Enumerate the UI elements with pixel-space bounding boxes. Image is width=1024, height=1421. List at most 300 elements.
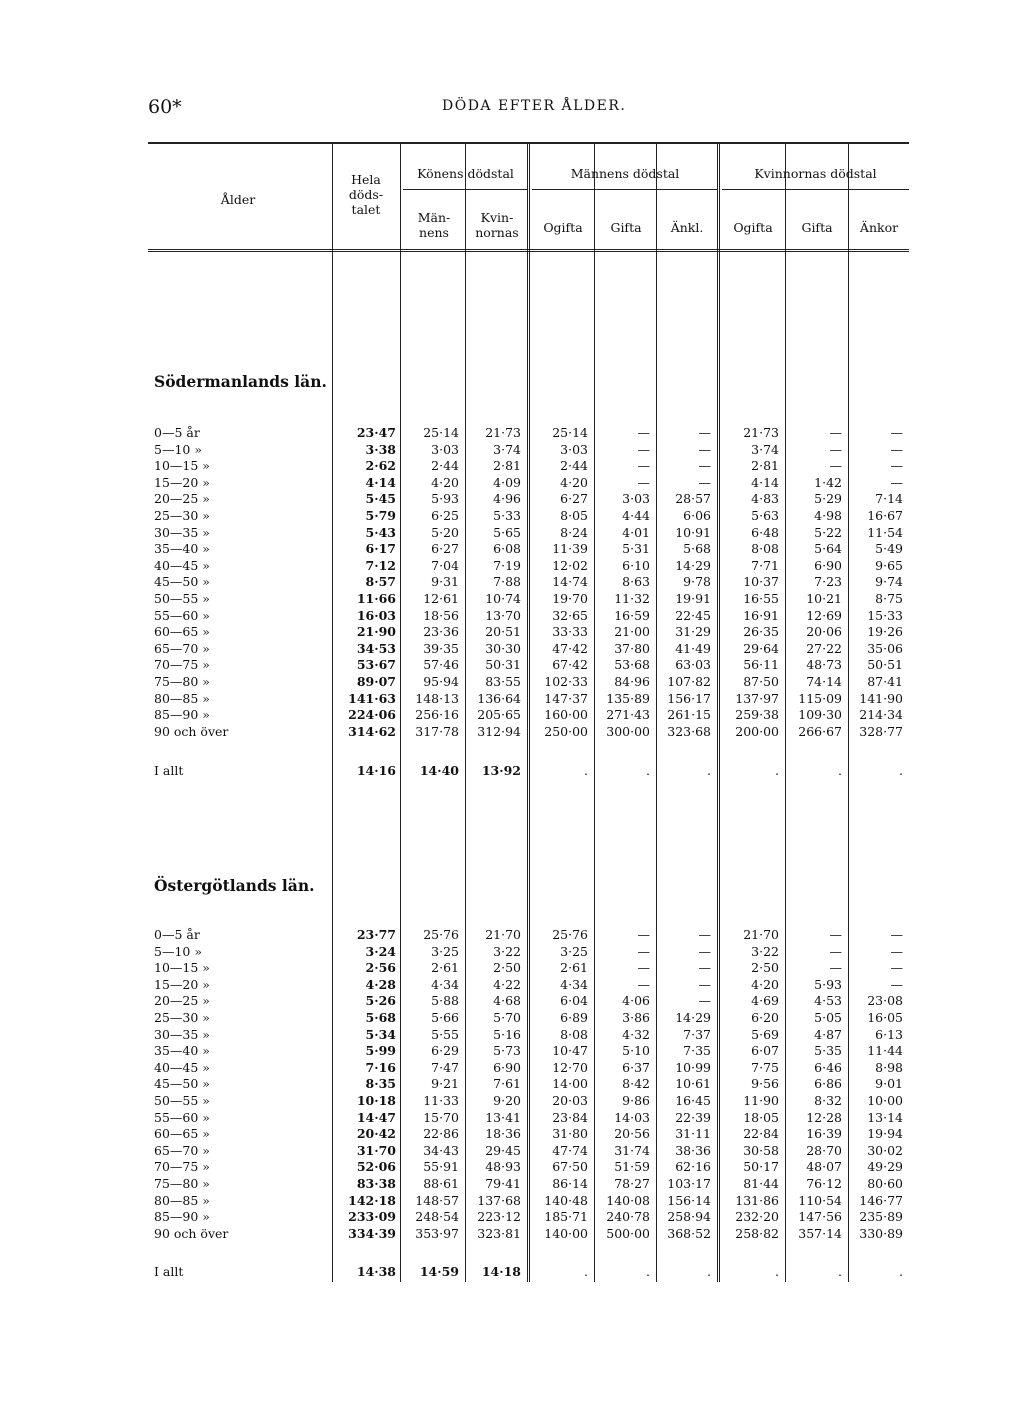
table-cell: — xyxy=(890,441,903,457)
table-cell: 14·03 xyxy=(614,1109,650,1125)
table-cell: . xyxy=(775,763,779,778)
table-cell: 148·13 xyxy=(415,690,459,706)
table-cell: 31·29 xyxy=(675,624,711,640)
table-cell: 9·56 xyxy=(751,1076,779,1092)
table-cell: 4·87 xyxy=(814,1026,842,1042)
table-cell: 15·70 xyxy=(423,1109,459,1125)
table-cell: 7·19 xyxy=(493,557,521,573)
table-row xyxy=(148,673,909,690)
table-cell: 5·64 xyxy=(814,541,842,557)
group-rule-mannens xyxy=(532,189,718,190)
table-cell: 5·45 xyxy=(365,491,396,507)
table-row xyxy=(148,1175,909,1192)
table-cell: — xyxy=(829,943,842,959)
age-label: 60—65 » xyxy=(154,624,210,640)
table-cell: 5·31 xyxy=(622,541,650,557)
table-cell: 6·06 xyxy=(683,508,711,523)
table-cell: 9·31 xyxy=(431,574,459,590)
table-cell: 29·45 xyxy=(485,1142,521,1158)
table-cell: 140·48 xyxy=(544,1192,588,1208)
age-label: 85—90 » xyxy=(154,707,210,723)
table-cell: 4·34 xyxy=(431,976,459,992)
table-cell: 81·44 xyxy=(743,1176,779,1191)
table-row xyxy=(148,557,909,574)
table-cell: 16·05 xyxy=(867,1010,903,1025)
table-row xyxy=(148,1026,909,1043)
table-cell: 5·66 xyxy=(431,1010,459,1025)
table-cell: 1·42 xyxy=(814,474,842,490)
table-cell: 12·02 xyxy=(552,557,588,573)
table-cell: 2·81 xyxy=(751,458,779,474)
table-row xyxy=(148,1109,909,1126)
table-row xyxy=(148,573,909,590)
table-cell: 3·03 xyxy=(622,491,650,507)
table-row xyxy=(148,1208,909,1225)
age-label: 55—60 » xyxy=(154,607,210,623)
table-cell: 2·44 xyxy=(431,458,459,474)
table-cell: 87·50 xyxy=(743,674,779,689)
table-cell: 6·46 xyxy=(814,1059,842,1075)
table-cell: 11·33 xyxy=(423,1093,459,1108)
header-ankor: Änkor xyxy=(859,220,899,235)
table-cell: — xyxy=(637,927,650,942)
age-label: 10—15 » xyxy=(154,960,210,976)
table-cell: 7·16 xyxy=(365,1059,396,1075)
table-cell: 6·48 xyxy=(751,524,779,540)
age-label: 90 och över xyxy=(154,723,229,739)
table-cell: 20·42 xyxy=(356,1126,396,1142)
table-cell: 5·73 xyxy=(493,1043,521,1059)
table-cell: 10·74 xyxy=(485,591,521,606)
table-cell: 5·88 xyxy=(431,993,459,1009)
age-label: 85—90 » xyxy=(154,1209,210,1225)
table-cell: 50·17 xyxy=(743,1159,779,1175)
table-row xyxy=(148,1092,909,1109)
header-konens-group: Könens dödstal xyxy=(417,166,514,181)
header-gifta-m: Gifta xyxy=(610,220,642,235)
table-cell: 2·50 xyxy=(751,960,779,976)
table-cell: 22·39 xyxy=(675,1109,711,1125)
table-cell: 7·04 xyxy=(431,557,459,573)
header-ankl: Änkl. xyxy=(670,220,704,235)
table-row xyxy=(148,656,909,673)
table-cell: — xyxy=(637,441,650,457)
table-cell: 4·14 xyxy=(365,474,396,490)
table-cell: 9·78 xyxy=(683,574,711,590)
table-row xyxy=(148,590,909,607)
table-cell: 29·64 xyxy=(743,640,779,656)
age-label: I allt xyxy=(154,763,184,778)
table-cell: — xyxy=(698,993,711,1009)
table-cell: 48·73 xyxy=(806,657,842,673)
table-cell: 10·61 xyxy=(675,1076,711,1092)
table-cell: 18·05 xyxy=(743,1109,779,1125)
table-cell: 95·94 xyxy=(423,674,459,689)
table-cell: 261·15 xyxy=(667,707,711,723)
table-cell: 7·14 xyxy=(875,491,903,507)
age-label: 5—10 » xyxy=(154,441,202,457)
age-label: 20—25 » xyxy=(154,993,210,1009)
section-title: Södermanlands län. xyxy=(154,372,327,391)
table-cell: 25·14 xyxy=(423,425,459,440)
section-title: Östergötlands län. xyxy=(154,876,315,895)
table-cell: 23·77 xyxy=(356,927,396,942)
table-cell: 147·37 xyxy=(544,690,588,706)
table-cell: 5·63 xyxy=(751,508,779,523)
header-kvinnornas-group: Kvinnornas dödstal xyxy=(754,166,877,181)
table-cell: 30·02 xyxy=(867,1142,903,1158)
table-cell: 8·42 xyxy=(622,1076,650,1092)
table-cell: 5·43 xyxy=(365,524,396,540)
table-cell: 9·65 xyxy=(875,557,903,573)
table-row xyxy=(148,959,909,976)
table-cell: — xyxy=(698,943,711,959)
table-cell: 37·80 xyxy=(614,640,650,656)
table-cell: 353·97 xyxy=(415,1225,459,1241)
table-row xyxy=(148,1042,909,1059)
table-row xyxy=(148,1192,909,1209)
age-label: 50—55 » xyxy=(154,591,210,606)
table-cell: 185·71 xyxy=(544,1209,588,1225)
age-label: 35—40 » xyxy=(154,1043,210,1059)
table-cell: — xyxy=(698,425,711,440)
table-cell: 137·68 xyxy=(477,1192,521,1208)
table-cell: 8·63 xyxy=(622,574,650,590)
table-row xyxy=(148,926,909,943)
table-cell: 7·12 xyxy=(365,557,396,573)
table-cell: 7·71 xyxy=(751,557,779,573)
table-cell: — xyxy=(637,425,650,440)
table-cell: 140·08 xyxy=(606,1192,650,1208)
table-cell: 5·99 xyxy=(365,1043,396,1059)
table-cell: 50·51 xyxy=(867,657,903,673)
group-rule-kvinnornas xyxy=(722,189,909,190)
table-cell: 10·00 xyxy=(867,1093,903,1108)
table-cell: 317·78 xyxy=(415,723,459,739)
table-cell: 13·70 xyxy=(485,607,521,623)
table-cell: 14·16 xyxy=(356,763,396,778)
table-cell: 140·00 xyxy=(544,1225,588,1241)
table-cell: 160·00 xyxy=(544,707,588,723)
table-cell: — xyxy=(890,458,903,474)
table-cell: 11·44 xyxy=(867,1043,903,1059)
total-row xyxy=(148,1263,909,1280)
table-cell: 30·30 xyxy=(485,640,521,656)
table-cell: 4·53 xyxy=(814,993,842,1009)
table-cell: 27·22 xyxy=(806,640,842,656)
table-cell: 5·29 xyxy=(814,491,842,507)
table-cell: . xyxy=(775,1264,779,1279)
table-cell: — xyxy=(637,458,650,474)
table-cell: 314·62 xyxy=(348,723,396,739)
table-cell: 25·76 xyxy=(552,927,588,942)
table-cell: 87·41 xyxy=(867,674,903,689)
table-cell: 63·03 xyxy=(675,657,711,673)
table-cell: 4·83 xyxy=(751,491,779,507)
table-cell: 16·55 xyxy=(743,591,779,606)
table-cell: . xyxy=(584,1264,588,1279)
age-label: 50—55 » xyxy=(154,1093,210,1108)
table-cell: . xyxy=(707,1264,711,1279)
age-label: 10—15 » xyxy=(154,458,210,474)
table-cell: 6·90 xyxy=(493,1059,521,1075)
table-cell: 5·68 xyxy=(365,1010,396,1025)
table-cell: 18·36 xyxy=(485,1126,521,1142)
table-cell: — xyxy=(829,441,842,457)
table-cell: 156·17 xyxy=(667,690,711,706)
table-cell: 357·14 xyxy=(798,1225,842,1241)
table-cell: . xyxy=(838,1264,842,1279)
table-cell: — xyxy=(829,458,842,474)
table-cell: 7·75 xyxy=(751,1059,779,1075)
table-cell: 7·61 xyxy=(493,1076,521,1092)
table-cell: 5·70 xyxy=(493,1010,521,1025)
table-cell: 323·81 xyxy=(477,1225,521,1241)
table-cell: 14·29 xyxy=(675,1010,711,1025)
table-cell: 83·38 xyxy=(356,1176,396,1191)
age-label: 45—50 » xyxy=(154,1076,210,1092)
table-row xyxy=(148,540,909,557)
table-cell: 224·06 xyxy=(348,707,396,723)
table-cell: — xyxy=(637,976,650,992)
table-cell: 7·35 xyxy=(683,1043,711,1059)
table-cell: 39·35 xyxy=(423,640,459,656)
table-cell: 89·07 xyxy=(356,674,396,689)
table-cell: 4·98 xyxy=(814,508,842,523)
table-cell: 5·26 xyxy=(365,993,396,1009)
table-cell: 48·07 xyxy=(806,1159,842,1175)
table-cell: 13·92 xyxy=(481,763,521,778)
age-label: 25—30 » xyxy=(154,1010,210,1025)
table-cell: 88·61 xyxy=(423,1176,459,1191)
age-label: 15—20 » xyxy=(154,474,210,490)
table-cell: 4·28 xyxy=(365,976,396,992)
table-cell: 7·47 xyxy=(431,1059,459,1075)
table-cell: 5·69 xyxy=(751,1026,779,1042)
table-cell: 4·20 xyxy=(751,976,779,992)
table-cell: 6·27 xyxy=(431,541,459,557)
table-cell: 28·70 xyxy=(806,1142,842,1158)
table-cell: 10·18 xyxy=(356,1093,396,1108)
table-cell: 109·30 xyxy=(798,707,842,723)
table-cell: 4·96 xyxy=(493,491,521,507)
table-cell: . xyxy=(899,763,903,778)
age-label: 0—5 år xyxy=(154,425,200,440)
age-label: 65—70 » xyxy=(154,640,210,656)
table-cell: 8·08 xyxy=(751,541,779,557)
age-label: 80—85 » xyxy=(154,1192,210,1208)
table-cell: 4·20 xyxy=(431,474,459,490)
table-cell: 223·12 xyxy=(477,1209,521,1225)
table-cell: 56·11 xyxy=(743,657,779,673)
table-cell: 3·74 xyxy=(493,441,521,457)
header-mannens: Män- nens xyxy=(417,210,451,240)
table-cell: . xyxy=(646,763,650,778)
table-cell: 6·37 xyxy=(622,1059,650,1075)
table-cell: 3·86 xyxy=(622,1010,650,1025)
table-row xyxy=(148,1158,909,1175)
table-row xyxy=(148,992,909,1009)
table-row xyxy=(148,976,909,993)
table-cell: 35·06 xyxy=(867,640,903,656)
table-cell: 214·34 xyxy=(859,707,903,723)
table-cell: 55·91 xyxy=(423,1159,459,1175)
table-cell: — xyxy=(698,458,711,474)
table-cell: 25·76 xyxy=(423,927,459,942)
table-cell: 10·21 xyxy=(806,591,842,606)
running-head: DÖDA EFTER ÅLDER. xyxy=(442,98,627,114)
age-label: 5—10 » xyxy=(154,943,202,959)
table-cell: 21·00 xyxy=(614,624,650,640)
table-cell: 4·14 xyxy=(751,474,779,490)
table-cell: 500·00 xyxy=(606,1225,650,1241)
table-cell: 5·22 xyxy=(814,524,842,540)
table-cell: 3·25 xyxy=(560,943,588,959)
table-cell: 41·49 xyxy=(675,640,711,656)
table-row xyxy=(148,507,909,524)
table-row xyxy=(148,424,909,441)
table-cell: 16·39 xyxy=(806,1126,842,1142)
table-cell: 20·51 xyxy=(485,624,521,640)
age-label: 25—30 » xyxy=(154,508,210,523)
table-cell: 248·54 xyxy=(415,1209,459,1225)
table-cell: 12·69 xyxy=(806,607,842,623)
age-label: 40—45 » xyxy=(154,1059,210,1075)
table-cell: 31·11 xyxy=(675,1126,711,1142)
table-cell: 102·33 xyxy=(544,674,588,689)
table-cell: 256·16 xyxy=(415,707,459,723)
table-cell: 3·03 xyxy=(560,441,588,457)
table-cell: 5·20 xyxy=(431,524,459,540)
table-cell: 2·81 xyxy=(493,458,521,474)
table-cell: — xyxy=(829,960,842,976)
table-cell: 135·89 xyxy=(606,690,650,706)
table-cell: 13·41 xyxy=(485,1109,521,1125)
table-cell: 11·54 xyxy=(867,524,903,540)
table-cell: 53·68 xyxy=(614,657,650,673)
table-cell: 38·36 xyxy=(675,1142,711,1158)
table-cell: 107·82 xyxy=(667,674,711,689)
table-cell: 232·20 xyxy=(735,1209,779,1225)
table-cell: 13·14 xyxy=(867,1109,903,1125)
table-cell: 76·12 xyxy=(806,1176,842,1191)
table-cell: 3·03 xyxy=(431,441,459,457)
table-cell: 4·22 xyxy=(493,976,521,992)
table-cell: — xyxy=(698,976,711,992)
table-cell: 32·65 xyxy=(552,607,588,623)
table-cell: 9·21 xyxy=(431,1076,459,1092)
table-cell: 5·55 xyxy=(431,1026,459,1042)
table-row xyxy=(148,943,909,960)
header-hela: Hela döds- talet xyxy=(348,172,384,217)
table-cell: 30·58 xyxy=(743,1142,779,1158)
table-cell: 47·42 xyxy=(552,640,588,656)
table-row xyxy=(148,1142,909,1159)
table-cell: 5·35 xyxy=(814,1043,842,1059)
table-cell: 14·47 xyxy=(356,1109,396,1125)
table-cell: 78·27 xyxy=(614,1176,650,1191)
table-cell: 11·90 xyxy=(743,1093,779,1108)
table-cell: 9·86 xyxy=(622,1093,650,1108)
table-cell: 2·61 xyxy=(560,960,588,976)
header-ogifta-k: Ogifta xyxy=(733,220,773,235)
table-cell: 300·00 xyxy=(606,723,650,739)
table-cell: 23·36 xyxy=(423,624,459,640)
table-cell: — xyxy=(890,927,903,942)
table-cell: 26·35 xyxy=(743,624,779,640)
table-cell: 142·18 xyxy=(348,1192,396,1208)
table-cell: 266·67 xyxy=(798,723,842,739)
table-cell: 6·07 xyxy=(751,1043,779,1059)
table-cell: 8·32 xyxy=(814,1093,842,1108)
table-cell: 4·32 xyxy=(622,1026,650,1042)
table-cell: 5·79 xyxy=(365,508,396,523)
table-cell: 79·41 xyxy=(485,1176,521,1191)
age-label: 70—75 » xyxy=(154,1159,210,1175)
table-cell: 23·47 xyxy=(356,425,396,440)
table-cell: 10·37 xyxy=(743,574,779,590)
table-cell: 8·24 xyxy=(560,524,588,540)
table-cell: 20·06 xyxy=(806,624,842,640)
age-label: 80—85 » xyxy=(154,690,210,706)
table-cell: 235·89 xyxy=(859,1209,903,1225)
table-cell: — xyxy=(698,441,711,457)
table-cell: 14·00 xyxy=(552,1076,588,1092)
table-cell: 11·39 xyxy=(552,541,588,557)
table-cell: . xyxy=(707,763,711,778)
table-cell: — xyxy=(637,474,650,490)
table-row xyxy=(148,723,909,740)
table-cell: 6·17 xyxy=(365,541,396,557)
age-label: 0—5 år xyxy=(154,927,200,942)
age-label: 35—40 » xyxy=(154,541,210,557)
table-cell: 205·65 xyxy=(477,707,521,723)
table-cell: 23·08 xyxy=(867,993,903,1009)
table-row xyxy=(148,441,909,458)
table-cell: 6·86 xyxy=(814,1076,842,1092)
table-cell: — xyxy=(698,474,711,490)
table-cell: 16·03 xyxy=(356,607,396,623)
table-cell: 103·17 xyxy=(667,1176,711,1191)
age-label: 75—80 » xyxy=(154,1176,210,1191)
table-row xyxy=(148,457,909,474)
table-cell: 19·26 xyxy=(867,624,903,640)
table-cell: 19·94 xyxy=(867,1126,903,1142)
table-cell: — xyxy=(890,976,903,992)
table-cell: 4·09 xyxy=(493,474,521,490)
table-cell: 23·84 xyxy=(552,1109,588,1125)
table-cell: 16·67 xyxy=(867,508,903,523)
table-cell: 16·59 xyxy=(614,607,650,623)
table-cell: 6·04 xyxy=(560,993,588,1009)
table-row xyxy=(148,607,909,624)
header-ogifta-m: Ogifta xyxy=(543,220,583,235)
table-cell: 48·93 xyxy=(485,1159,521,1175)
table-cell: 3·24 xyxy=(365,943,396,959)
table-cell: 334·39 xyxy=(348,1225,396,1241)
page-number: 60* xyxy=(148,96,182,118)
table-cell: 83·55 xyxy=(485,674,521,689)
table-cell: . xyxy=(646,1264,650,1279)
table-cell: — xyxy=(698,960,711,976)
table-cell: 3·22 xyxy=(751,943,779,959)
table-cell: 6·29 xyxy=(431,1043,459,1059)
table-row xyxy=(148,524,909,541)
table-row xyxy=(148,706,909,723)
table-cell: 4·01 xyxy=(622,524,650,540)
table-row xyxy=(148,1059,909,1076)
table-cell: — xyxy=(890,943,903,959)
